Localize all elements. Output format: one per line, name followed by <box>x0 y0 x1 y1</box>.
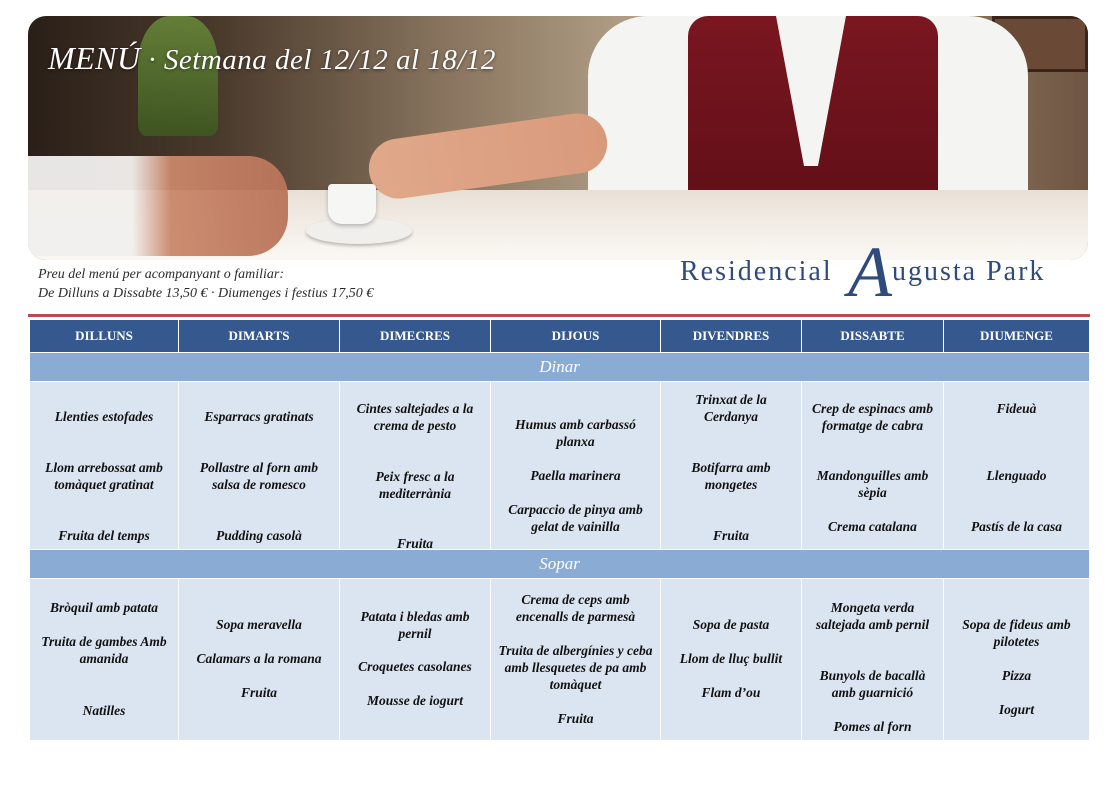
dish-item: Humus amb carbassó planxa <box>515 417 636 449</box>
title-separator: · <box>148 44 157 76</box>
menu-table <box>29 319 1090 741</box>
dish-item: Llom arrebossat amb tomàquet gratinat <box>45 460 163 492</box>
coffee-cup <box>328 184 376 224</box>
dish-item: Crema de ceps amb encenalls de parmesà <box>515 592 636 624</box>
dish-item: Carpaccio de pinya amb gelat de vainilla <box>508 502 643 534</box>
dish-item: Truita de albergínies y ceba amb llesquetes de pa amb tomàquet <box>498 643 653 692</box>
logo-text-augusta-park: ugusta Park <box>892 256 1046 287</box>
dish-item: Fruita <box>240 685 278 700</box>
day-header: DIJOUS <box>491 320 661 353</box>
page-title <box>48 40 496 77</box>
price-info <box>38 265 373 303</box>
logo-letter-a: A <box>848 232 892 312</box>
dish-item: Mousse de iogurt <box>366 693 464 708</box>
dish-item: Flam d’ou <box>701 685 761 700</box>
dish-item: Croquetes casolanes <box>358 659 472 674</box>
days-header-row <box>30 320 1090 353</box>
dinner-cell <box>491 579 661 741</box>
dish-item: Pastís de la casa <box>970 519 1063 534</box>
day-header: DISSABTE <box>802 320 944 353</box>
dinner-cell <box>802 579 944 741</box>
guest-hand <box>28 156 288 256</box>
lunch-row <box>30 382 1090 550</box>
dish-item: Sopa de pasta <box>692 617 770 632</box>
lunch-cell <box>661 382 802 550</box>
dinner-cell <box>944 579 1090 741</box>
dish-item: Cintes saltejades a la crema de pesto <box>356 401 474 433</box>
dish-item: Pudding casolà <box>216 528 302 543</box>
dish-item: Iogurt <box>998 702 1035 717</box>
lunch-cell <box>30 382 179 550</box>
dinner-cell <box>179 579 340 741</box>
dish-item: Truita de gambes Amb amanida <box>41 634 167 666</box>
dinner-cell <box>340 579 491 741</box>
day-header: DILLUNS <box>30 320 179 353</box>
dish-item: Bunyols de bacallà amb guarnició <box>819 668 926 700</box>
lunch-cell <box>491 382 661 550</box>
dish-item: Fruita <box>557 711 594 726</box>
dish-item: Mandonguilles amb sèpia <box>816 468 929 500</box>
dish-item: Patata i bledas amb pernil <box>360 609 470 641</box>
residencial-logo <box>680 232 1100 312</box>
dish-item: Pizza <box>1001 668 1032 683</box>
dish-item: Peix fresc a la mediterrània <box>375 469 455 501</box>
section-dinner: Sopar <box>30 550 1090 579</box>
dish-item: Pollastre al forn amb salsa de romesco <box>199 460 319 492</box>
dinner-cell <box>661 579 802 741</box>
dinner-row <box>30 579 1090 741</box>
dish-item: Crema catalana <box>828 519 917 534</box>
dish-item: Llenties estofades <box>54 409 154 424</box>
title-main: MENÚ <box>48 40 141 76</box>
title-week: Setmana del 12/12 al 18/12 <box>163 44 496 76</box>
logo-text-residencial: Residencial <box>680 256 833 287</box>
price-line-1: Preu del menú per acompanyant o familiar: <box>38 267 284 282</box>
dish-item: Sopa de fideus amb pilotetes <box>962 617 1071 649</box>
dish-item: Crep de espinacs amb formatge de cabra <box>811 401 934 433</box>
dish-item: Pomes al forn <box>833 719 912 734</box>
dish-item: Mongeta verda saltejada amb pernil <box>815 600 930 632</box>
dish-item: Natilles <box>82 703 126 718</box>
lunch-cell <box>179 382 340 550</box>
dish-item: Sopa meravella <box>216 617 302 632</box>
section-lunch: Dinar <box>30 353 1090 382</box>
day-header: DIMECRES <box>340 320 491 353</box>
waitress-arm <box>365 110 611 203</box>
dish-item: Fruita <box>712 528 750 543</box>
dish-item: Fruita del temps <box>58 528 150 543</box>
dish-item: Bròquil amb patata <box>49 600 159 615</box>
dish-item: Botifarra amb mongetes <box>691 460 771 492</box>
dish-item: Paella marinera <box>530 468 621 483</box>
day-header: DIVENDRES <box>661 320 802 353</box>
dish-item: Llom de lluç bullit <box>679 651 783 666</box>
divider-line <box>28 314 1090 317</box>
day-header: DIMARTS <box>179 320 340 353</box>
lunch-cell <box>802 382 944 550</box>
dish-item: Llenguado <box>986 468 1047 483</box>
day-header: DIUMENGE <box>944 320 1090 353</box>
dinner-cell <box>30 579 179 741</box>
lunch-cell <box>340 382 491 550</box>
dish-item: Fruita <box>396 536 434 551</box>
lunch-cell <box>944 382 1090 550</box>
price-line-2: De Dilluns a Dissabte 13,50 € · Diumenges i festius 17,50 € <box>38 286 374 301</box>
dish-item: Calamars a la romana <box>196 651 322 666</box>
dish-item: Esparracs gratinats <box>204 409 314 424</box>
dish-item: Trinxat de la Cerdanya <box>695 392 767 424</box>
dish-item: Fideuà <box>996 401 1037 416</box>
